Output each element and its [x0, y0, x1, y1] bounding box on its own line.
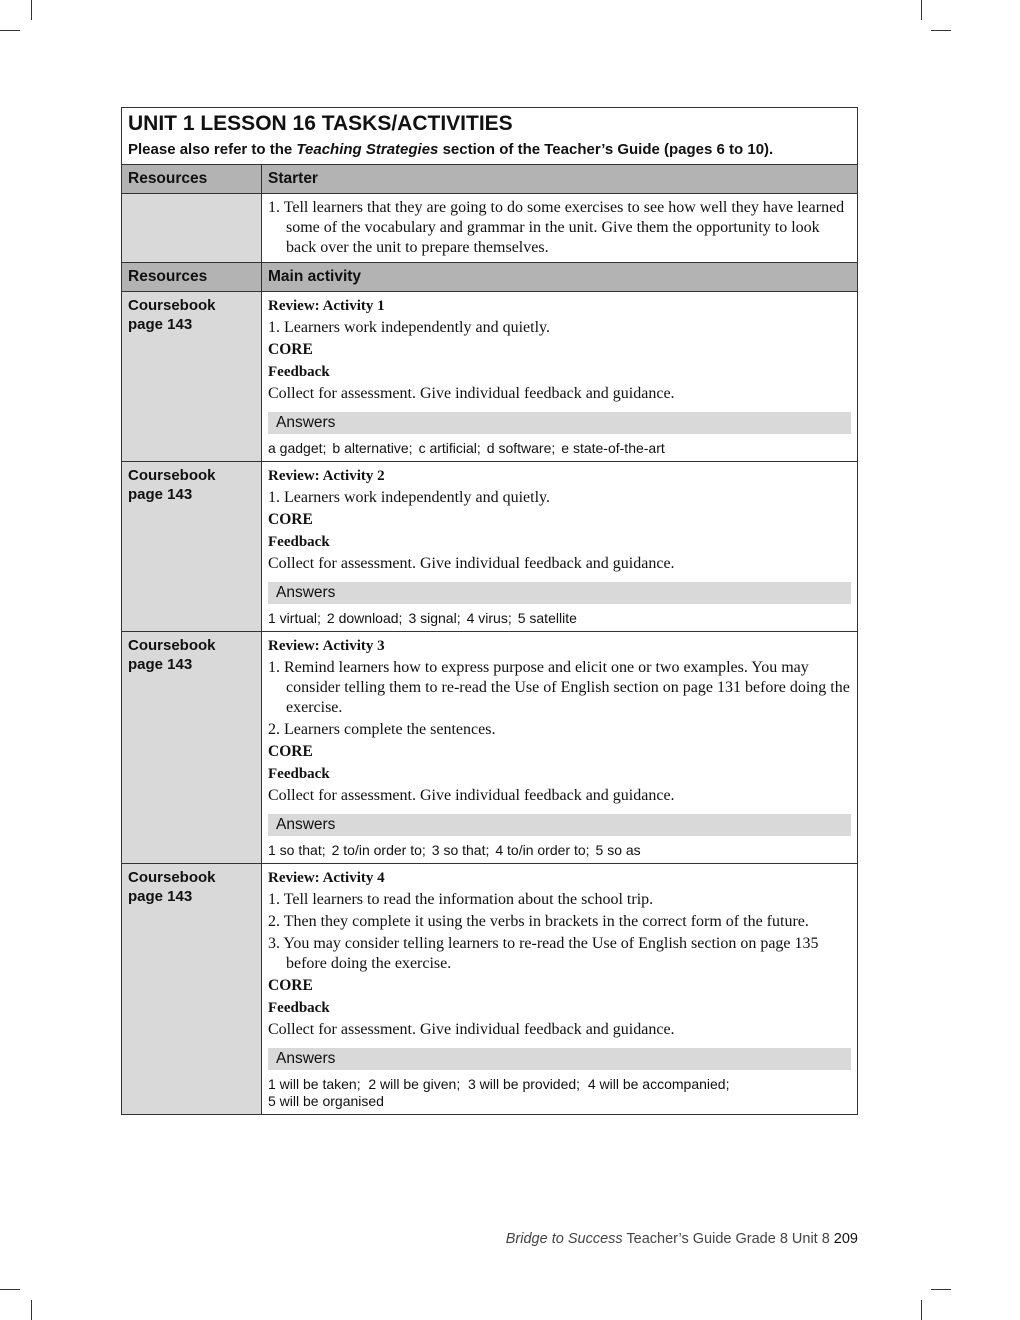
answers-bar: Answers [268, 814, 851, 836]
activity-title: Review: Activity 4 [268, 870, 385, 886]
feedback-text: Collect for assessment. Give individual feedback and guidance. [268, 787, 675, 804]
answer: d software; [486, 440, 556, 456]
answers-text [268, 610, 851, 627]
answer: b alternative; [332, 440, 413, 456]
resource-page: page 143 [128, 888, 193, 905]
lesson-table [121, 107, 858, 1115]
answer: e state-of-the-art [561, 440, 665, 456]
resource-cell [122, 462, 262, 631]
main-header-row [122, 263, 857, 292]
answer: 1 so that; [268, 842, 326, 858]
page-number: 209 [833, 1231, 858, 1247]
page-footer [506, 1231, 858, 1247]
crop-mark [921, 1300, 922, 1320]
answers-text [268, 440, 851, 457]
crop-mark [31, 0, 32, 20]
activity-content [262, 462, 857, 631]
answer: 5 satellite [517, 610, 577, 626]
lesson-title: UNIT 1 LESSON 16 TASKS/ACTIVITIES [128, 112, 513, 135]
resource-page: page 143 [128, 656, 193, 673]
subtitle-italic: Teaching Strategies [296, 141, 439, 158]
activity-item: 2. Learners complete the sentences. [268, 721, 496, 738]
answers-bar: Answers [268, 1048, 851, 1070]
activity-item: 1. Tell learners to read the information about the school trip. [268, 891, 654, 908]
activity-item: 3. You may consider telling learners to re-read the Use of English section on page 135 before doing the exercise. [268, 935, 819, 972]
subtitle-post: section of the Teacher’s Guide (pages 6 to 10). [438, 141, 774, 158]
core-label: CORE [268, 511, 313, 528]
resource-book: Coursebook [128, 297, 216, 314]
footer-book-title: Bridge to Success [505, 1231, 623, 1247]
answer: 4 to/in order to; [495, 842, 590, 858]
activity-content [262, 292, 857, 461]
core-label: CORE [268, 977, 313, 994]
resource-cell [122, 632, 262, 863]
crop-mark [0, 30, 20, 31]
crop-mark [931, 1289, 951, 1290]
table-header [122, 108, 857, 165]
lesson-subtitle [128, 140, 851, 160]
feedback-label: Feedback [268, 534, 330, 550]
activity-title: Review: Activity 1 [268, 298, 385, 314]
activity-row [122, 462, 857, 632]
subtitle-pre: Please also refer to the [128, 141, 297, 158]
resource-page: page 143 [128, 486, 193, 503]
resource-book: Coursebook [128, 467, 216, 484]
answers-text: 5 will be organised [268, 1093, 384, 1109]
feedback-text: Collect for assessment. Give individual feedback and guidance. [268, 385, 675, 402]
activity-item: 1. Learners work independently and quietly. [268, 489, 550, 506]
resource-page: page 143 [128, 316, 193, 333]
starter-header-row [122, 165, 857, 194]
answer: c artificial; [418, 440, 481, 456]
activity-title: Review: Activity 3 [268, 638, 385, 654]
answers-text [268, 842, 851, 859]
answer: a gadget; [268, 440, 327, 456]
activity-title: Review: Activity 2 [268, 468, 385, 484]
activity-content [262, 864, 857, 1114]
feedback-text: Collect for assessment. Give individual feedback and guidance. [268, 555, 675, 572]
core-label: CORE [268, 743, 313, 760]
main-activity-heading: Main activity [262, 263, 857, 291]
footer-book-info: Teacher’s Guide Grade 8 Unit 8 [622, 1231, 830, 1247]
activity-row [122, 864, 857, 1114]
answers-bar: Answers [268, 582, 851, 604]
activity-row [122, 632, 857, 864]
resource-cell [122, 864, 262, 1114]
crop-mark [921, 0, 922, 20]
resource-book: Coursebook [128, 637, 216, 654]
activity-item: 1. Remind learners how to express purpose and elicit one or two examples. You may consider telling them to re-read the Use of English section on page 131 before doing the exercise. [268, 659, 850, 716]
answer: 1 virtual; [268, 610, 321, 626]
starter-content [262, 194, 857, 262]
answers-text: 1 will be taken; 2 will be given; 3 will be provided; 4 will be accompanied; [268, 1076, 730, 1092]
answer: 2 download; [326, 610, 403, 626]
answer: 3 signal; [408, 610, 461, 626]
feedback-label: Feedback [268, 1000, 330, 1016]
feedback-text: Collect for assessment. Give individual feedback and guidance. [268, 1021, 675, 1038]
crop-mark [931, 30, 951, 31]
resource-book: Coursebook [128, 869, 216, 886]
resources-heading: Resources [122, 165, 262, 193]
answer: 3 so that; [431, 842, 490, 858]
answer: 5 so as [595, 842, 641, 858]
answers-bar: Answers [268, 412, 851, 434]
activity-row [122, 292, 857, 462]
activity-item: 1. Learners work independently and quietly. [268, 319, 550, 336]
answer: 2 to/in order to; [331, 842, 426, 858]
answer: 4 virus; [466, 610, 512, 626]
starter-resource-cell [122, 194, 262, 262]
starter-heading: Starter [262, 165, 857, 193]
resource-cell [122, 292, 262, 461]
crop-mark [0, 1289, 20, 1290]
feedback-label: Feedback [268, 364, 330, 380]
starter-item: 1. Tell learners that they are going to do some exercises to see how well they have learned some of the vocabulary and grammar in the unit. Give them the opportunity to look back over the unit to prepare themselves. [268, 199, 845, 256]
resources-heading: Resources [122, 263, 262, 291]
feedback-label: Feedback [268, 766, 330, 782]
starter-row [122, 194, 857, 263]
core-label: CORE [268, 341, 313, 358]
crop-mark [31, 1300, 32, 1320]
activity-content [262, 632, 857, 863]
activity-item: 2. Then they complete it using the verbs in brackets in the correct form of the future. [268, 913, 809, 930]
